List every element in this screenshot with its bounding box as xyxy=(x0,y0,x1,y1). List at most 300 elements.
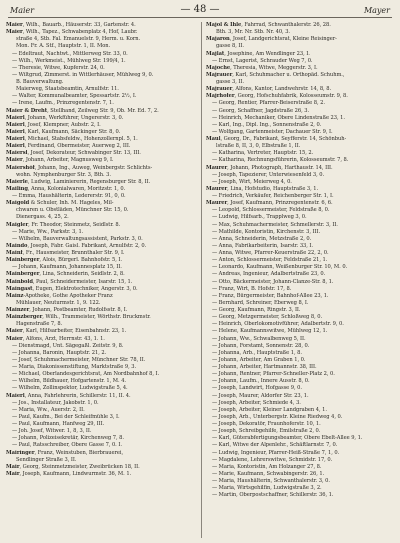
entry-details: — Wilhelm, Bildhauer, Hofgartenstr. 1, M. 4. xyxy=(12,378,126,385)
directory-entry xyxy=(6,442,196,449)
directory-entry xyxy=(206,407,396,414)
directory-entry xyxy=(6,328,196,335)
entry-details: , Johann, Arbeiter, Magnusweg 9, I. xyxy=(22,157,114,164)
directory-entry xyxy=(6,165,196,172)
entry-surname: Majrauer xyxy=(206,71,233,78)
entry-details: , Wilh., Bauarb., Häuserstr. 33, Gartenstr. 4. xyxy=(22,22,136,28)
entry-details: , Alfons, Arzt, Herrnstr. 43, 1. 1. xyxy=(22,335,105,342)
directory-entry xyxy=(6,108,196,115)
entry-details: , Karl, Kaufmann, Säckinger Str. 8, 0. xyxy=(24,128,121,135)
directory-entry xyxy=(206,22,396,29)
entry-details: — Ludwig, Hilfsarb., Trapplweg 3, 0. xyxy=(212,214,307,221)
directory-entry xyxy=(6,336,196,343)
directory-entry xyxy=(6,264,196,271)
entry-details: , Ferdinand, Obermeister, Auerweg 2, III. xyxy=(24,143,131,150)
directory-entry xyxy=(6,79,196,86)
directory-entry xyxy=(206,393,396,400)
entry-details: Hagenstraße 7, 8. xyxy=(16,321,63,328)
entry-surname: Majrhofer xyxy=(206,93,235,100)
directory-entry xyxy=(6,207,196,214)
directory-entry xyxy=(6,250,196,257)
directory-entry xyxy=(206,350,396,357)
left-column xyxy=(6,22,196,478)
entry-details: — Leonardo, Kaufmann, Weißenburger Str. 10, M. 0. xyxy=(212,264,348,271)
entry-surname: Maierl xyxy=(6,136,25,142)
entry-details: — Johann, Kaufmann, Johannesplatz 15, II. xyxy=(12,264,122,271)
entry-details: , Anna, Fahrlehrerin, Schillerstr. 11, II. 4. xyxy=(24,392,131,399)
directory-entry xyxy=(6,279,196,286)
entry-details: — Maria, Diakonissenstiftung, Marktstraße 9, 3. xyxy=(12,364,137,370)
entry-details: , Anna, Kolonialwaren, Moritzstr. 1, 0. xyxy=(27,185,126,192)
directory-entry xyxy=(206,457,396,464)
directory-entry xyxy=(206,65,396,72)
entry-surname: Maier xyxy=(6,328,23,335)
entry-details: — Johanna, Baronin, Hauptstr. 21, 2. xyxy=(12,349,107,356)
entry-details: — Ludwig, Ingenieur, Pfarrer-Heiß-Straße 7, 1, 0. xyxy=(212,449,340,456)
entry-details: , Franz, Weinstuben, Bierbrauerei, xyxy=(34,449,124,456)
entry-surname: Maurer xyxy=(206,185,228,192)
entry-details: , Wilh., Tapez., Schwabenplatz 4, Hof, Laubr. xyxy=(22,29,138,36)
directory-entry xyxy=(6,172,196,179)
directory-entry xyxy=(206,172,396,179)
entry-details: , Joseph, Fabr. Gaisl. Fabrikant, Arnulfstr. 2, 0. xyxy=(27,242,147,249)
directory-entry xyxy=(6,157,196,164)
entry-details: — Johann, Forstamt, Sonnenstr. 28, 0. xyxy=(212,342,310,349)
entry-surname: Mainbold xyxy=(6,278,33,285)
directory-entry xyxy=(206,207,396,214)
directory-entry xyxy=(6,314,196,321)
entry-details: — Georg, Schaffner, Jagdstraße 26, 3. xyxy=(212,107,310,114)
directory-entry xyxy=(206,300,396,307)
entry-surname: Maierl xyxy=(6,121,25,128)
entry-details: , Paul, Schneidermeister, Isarstr. 15, 1. xyxy=(32,278,133,285)
entry-details: Sendlinger Straße 3, II. xyxy=(16,456,77,463)
directory-entry xyxy=(6,29,196,36)
entry-details: , Lina, Hofstudio, Hauptstraße 3, 1. xyxy=(227,185,319,192)
directory-entry xyxy=(6,400,196,407)
entry-surname: Maiersl xyxy=(6,150,28,157)
directory-entry xyxy=(206,400,396,407)
entry-surname: Maier xyxy=(6,335,23,342)
entry-details: — Joseph, Arbeiter, Kleiner Landgraben 4, 1. xyxy=(212,406,327,413)
entry-details: — Joseph, Tapezierer, Unterwiesenfeld 3, 0. xyxy=(212,171,325,178)
entry-details: — Johanna, Arb., Hauptstraße 1, 8. xyxy=(212,349,302,356)
entry-details: — Anna, Schneiderin, Metzstraße 2, 0. xyxy=(212,235,312,242)
entry-details: , Josef, Kaufmann, Prinzregentenstr. 6, 6. xyxy=(227,200,333,207)
entry-surname: Maindo xyxy=(6,242,28,249)
directory-entry xyxy=(6,43,196,50)
entry-details: — Mathilde, Kontoristin, Kirchenstr. 3, III. xyxy=(212,228,321,235)
entry-details: -Apotheke, Gothe Apotheker Franz xyxy=(23,292,113,299)
entry-details: Dienergass. 4, 25, 2. xyxy=(16,214,69,221)
entry-surname: Maier xyxy=(6,22,23,28)
entry-details: , Johann, Ing., Auweg, Weinbergstr. Schlichts- xyxy=(34,164,153,171)
entry-details: gasse 8, II. xyxy=(216,43,244,50)
entry-details: — Georg, Rentier, Pfarrer-Beiserstraße 8, 2. xyxy=(212,100,325,107)
entry-details: , Ludwig, Laminiererin, Regensburger Str. 8, II. xyxy=(27,178,151,185)
directory-entry xyxy=(206,43,396,50)
directory-entry xyxy=(206,86,396,93)
directory-entry xyxy=(206,79,396,86)
entry-details: — Franz, Wirt, B. Hofstr. 17, 8. xyxy=(212,285,292,292)
entry-surname: Maul xyxy=(206,136,221,142)
directory-entry xyxy=(206,51,396,58)
directory-entry xyxy=(6,450,196,457)
entry-details: — Johann, Arbeiter, Hartmannstr. 38, III. xyxy=(212,364,317,370)
entry-surname: Majaron xyxy=(206,36,230,43)
directory-entry xyxy=(206,129,396,136)
entry-details: — Georg, Metzgermeister, Schloßweg 8, 0. xyxy=(212,314,323,321)
directory-entry xyxy=(6,385,196,392)
entry-details: , Alois, Bürgerl. Bahnhofstr. 5, I. xyxy=(39,257,122,264)
directory-entry xyxy=(206,143,396,150)
entry-surname: Maier xyxy=(6,157,23,164)
entry-surname: Maier xyxy=(6,29,23,36)
entry-details: , Georg, Steinmetzmeister, Zweibrücken 18, II. xyxy=(19,463,140,470)
directory-entry xyxy=(6,150,196,157)
directory-entry xyxy=(206,29,396,36)
entry-details: — Bernhard, Schreiner, Eberweg 8, I. xyxy=(212,299,309,306)
directory-entry xyxy=(6,129,196,136)
directory-entry xyxy=(206,122,396,129)
directory-entry xyxy=(206,115,396,122)
entry-details: Mon. Fr. A. Stf., Hauptstr. 1, II. Mon. xyxy=(16,43,111,50)
page-number: — 48 — xyxy=(180,4,220,15)
entry-details: — Johann, Polizeisekretär, Kirchenweg 7, 8. xyxy=(12,435,124,442)
entry-details: , Johann, Photograph, Harthaustr. 14, III. xyxy=(227,164,333,171)
entry-details: — Johann, Ww., Schwalbenweg 5, II. xyxy=(212,335,306,342)
entry-details: — Joh. Josef, Witwer. 1, 8, 3, II. xyxy=(12,428,92,435)
directory-entry xyxy=(6,257,196,264)
directory-entry xyxy=(6,286,196,293)
directory-entry xyxy=(6,364,196,371)
entry-details: straße 4, Stb. Fal. Emanuelstr. 9, Herm. u. Korn. xyxy=(16,36,141,43)
entry-details: , Alfons, Kantor, Landwehrstr. 14, 8, 8. xyxy=(232,86,332,93)
entry-details: — Joseph, Wirt, Meierweg 4, 0. xyxy=(212,178,292,185)
directory-entry xyxy=(206,250,396,257)
directory-entry xyxy=(206,321,396,328)
entry-details: , Fr., Hausmeister, Brunnthaler Str. 9, I. xyxy=(22,250,125,256)
directory-entry xyxy=(6,307,196,314)
directory-entry xyxy=(206,93,396,100)
directory-entry xyxy=(206,100,396,107)
entry-details: — Anna, Witwe, Pfarrer-Keuerstraße 22, 2, 0. xyxy=(212,250,329,256)
entry-details: — Joseph, Schreibgehilfe, Emilstraße 2, 0. xyxy=(212,428,321,435)
entry-surname: Maierl xyxy=(6,114,25,121)
entry-surname: Mainberger xyxy=(6,271,40,278)
directory-entry xyxy=(6,293,196,300)
entry-surname: Mainzer xyxy=(6,307,30,313)
directory-entry xyxy=(6,236,196,243)
directory-entry xyxy=(206,336,396,343)
entry-details: , Josephine, Am Wendlinger 23, I. xyxy=(224,50,310,57)
entry-surname: Maierl xyxy=(6,128,25,135)
directory-entry xyxy=(206,264,396,271)
entry-details: , Josef, Klempner, Aubstr. 2, I. xyxy=(24,121,101,128)
entry-details: — Johann, Rentner, Pfarrer-Schneller-Platz 2, 0. xyxy=(212,371,335,378)
entry-surname: Mainf xyxy=(6,250,23,256)
directory-entry xyxy=(6,200,196,207)
entry-details: lstraße 8, II, 3, 0, Elbstraße 1, II. xyxy=(216,143,301,150)
directory-entry xyxy=(206,236,396,243)
entry-details: , Johann, Werkführer, Ungererstr. 3, 0. xyxy=(24,114,124,121)
entry-details: — Marie, Ww., Parkstr. 3, 1. xyxy=(12,228,84,235)
directory-entry xyxy=(206,200,396,207)
entry-surname: Mairinger xyxy=(6,449,35,456)
entry-surname: Majlat xyxy=(206,50,225,57)
entry-details: — Karl, Ing., Dipl. Ing., Sonnenstraße 2, 0. xyxy=(212,121,322,128)
directory-entry xyxy=(206,371,396,378)
directory-entry xyxy=(206,428,396,435)
directory-entry xyxy=(6,222,196,229)
entry-details: — Maria, Haushälterin, Schwanthalerstr. 3, 0. xyxy=(212,478,330,484)
directory-entry xyxy=(206,328,396,335)
entry-surname: Maingast xyxy=(6,285,33,292)
directory-entry xyxy=(206,36,396,43)
directory-entry xyxy=(6,136,196,143)
directory-entry xyxy=(206,150,396,157)
directory-entry xyxy=(206,222,396,229)
directory-entry xyxy=(6,471,196,478)
entry-details: — Georg, Kaufmann, Ringstr. 3, II. xyxy=(212,307,301,313)
entry-details: , Karl, Hilfsarbeiter, Eisenbahnstr. 23, 1. xyxy=(22,328,127,335)
entry-details: — Wilhelm, Zollinspektor, Ludwigstraße 5, 4. xyxy=(12,385,128,392)
directory-entry xyxy=(206,271,396,278)
directory-entry xyxy=(6,193,196,200)
directory-entry xyxy=(6,343,196,350)
entry-surname: Maurer xyxy=(206,164,228,171)
page-header xyxy=(8,4,392,17)
directory-entry xyxy=(6,378,196,385)
entry-details: — Anton, Schlossermeister, Feldstraße 21, 1. xyxy=(212,257,328,264)
directory-entry xyxy=(206,257,396,264)
directory-entry xyxy=(206,179,396,186)
entry-details: , Stellhand, Zeilweg Str. 9, Ob. Mr. Ed. 7, 2. xyxy=(47,107,159,114)
entry-details: , Georg, Hofschuhfabrik, Kolosseumstr. 9, 8. xyxy=(234,93,348,100)
header-left-catchword: Maier xyxy=(10,6,35,15)
directory-entry xyxy=(6,435,196,442)
entry-details: B. Bauverwaltung. xyxy=(16,79,64,85)
directory-entry xyxy=(206,450,396,457)
directory-entry xyxy=(206,165,396,172)
entry-details: — Joseph, Landwirt, Hofgasse 9, 0. xyxy=(212,385,302,392)
entry-details: , Josef, Landgerichtsrat, Kleine Reisinger- xyxy=(229,36,337,43)
right-column xyxy=(206,22,396,499)
directory-entry xyxy=(6,428,196,435)
entry-surname: Mainzberger xyxy=(6,314,43,321)
entry-details: , Johann, Postbeamter, Rudolfsstr. 8, I. xyxy=(29,307,128,313)
directory-entry xyxy=(206,307,396,314)
directory-entry xyxy=(206,435,396,442)
entry-details: Bth. 3, Mr. Nr. Stb. Nr. 40, 3. xyxy=(216,29,291,36)
entry-details: — Paul, Kaufmann, Hanfweg 29, III. xyxy=(12,421,105,427)
entry-details: — Dienstmagd, Unt. Sägegaßl. Zeitstr. 9, 8. xyxy=(12,342,124,349)
header-right-catchword: Mayer xyxy=(363,6,390,15)
directory-entry xyxy=(6,321,196,328)
entry-surname: Mainberger xyxy=(6,257,40,264)
entry-surname: Maigold xyxy=(6,200,30,207)
entry-details: — Franz, Bürgermeister, Bahnhof-Allee 23, 1. xyxy=(212,292,329,299)
entry-details: , Karl, Schuhmacher u. Orthopäd. Schuhm., xyxy=(232,71,345,78)
directory-entry xyxy=(206,364,396,371)
entry-details: , Michael, Stabsfeldw., Hohenzollernpl. 5, 1. xyxy=(24,136,138,142)
directory-entry xyxy=(6,179,196,186)
entry-surname: Maurer xyxy=(206,200,228,207)
entry-details: — Theresie, Witwe, Kupferstr. 24, 0. xyxy=(12,64,105,71)
entry-details: — Wilhelm, Bauverwaltungsassistent, Parkstr. 3, 0. xyxy=(12,235,143,242)
directory-entry xyxy=(206,343,396,350)
directory-entry xyxy=(6,22,196,29)
directory-entry xyxy=(206,378,396,385)
directory-entry xyxy=(6,65,196,72)
entry-details: — Magdalene, Lehrerswitwe, Schmidstr. 17, 0. xyxy=(212,456,333,463)
entry-details: — Otto, Bäckermeister, Johann-Clanze-Str. 8, 1. xyxy=(212,278,334,285)
directory-entry xyxy=(206,471,396,478)
entry-details: — Joseph, Arbeiter, Schmiede 4, 3. xyxy=(212,399,301,406)
directory-entry xyxy=(206,286,396,293)
entry-details: — Maria, Ww., Auerstr. 2, II. xyxy=(12,406,85,413)
header-rule xyxy=(8,17,392,18)
directory-entry xyxy=(206,421,396,428)
entry-details: — Friedrich, Verkäufer, Reichenberger Str. 1, I. xyxy=(212,193,334,199)
entry-details: — Joseph, Dekoratör, Fraunhoferstr. 10, 1. xyxy=(212,421,321,427)
entry-details: — Marie, Kaufmann, Schwabingerstr. 26, 1. xyxy=(212,470,325,477)
directory-entry xyxy=(206,243,396,250)
directory-entry xyxy=(206,229,396,236)
entry-details: , Josef, Dekorateur, Schwabinger Str. 13, III. xyxy=(27,150,141,157)
directory-entry xyxy=(6,115,196,122)
directory-entry xyxy=(206,293,396,300)
directory-entry xyxy=(6,300,196,307)
directory-entry xyxy=(6,464,196,471)
entry-details: , Georg, Dr., Fabrikant, Seyfferstr. 14, Schönbuh- xyxy=(220,136,347,142)
entry-details: , Theresia, Witwe, Meggerstr. 3, I. xyxy=(230,64,318,71)
directory-entry xyxy=(6,229,196,236)
entry-details: — Maria, Wirtsgehilfin, Ludwigstraße 3, 2. xyxy=(212,485,322,492)
directory-entry xyxy=(6,407,196,414)
directory-entry xyxy=(206,485,396,492)
directory-entry xyxy=(6,357,196,364)
entry-details: — Leopold, Schlossermeister, Feldstraße 8, 0. xyxy=(212,207,330,214)
entry-details: — Emma, Haushälterin, Ledererstr. 91, 0, 0. xyxy=(12,193,126,199)
entry-details: & Schuler, Inh. M. Hageles, Mil- xyxy=(29,200,114,207)
entry-surname: Mair xyxy=(6,463,20,470)
entry-details: — Katharina, Rechnungsführerin, Kolosseumstr. 7, 8. xyxy=(212,157,349,164)
directory-entry xyxy=(206,136,396,143)
directory-entry xyxy=(206,193,396,200)
entry-surname: Maierl xyxy=(6,392,25,399)
entry-details: — Heinrich, Oberlokomotivführer, Adalbertstr. 9, 0. xyxy=(212,321,344,328)
directory-entry xyxy=(6,143,196,150)
entry-surname: Mair xyxy=(6,470,20,477)
directory-entry xyxy=(6,393,196,400)
entry-details: — Walter, Kommunalbeamter, Spessartstr. 2½, I. xyxy=(12,93,137,100)
entry-details: — Edeltraut, Nachtwt., Mittlerweg Str. 33, 0. xyxy=(12,50,128,57)
entry-surname: Majrauer xyxy=(206,86,233,93)
entry-details: chwaren u. Obstläden, Münchner Str. 15, 0. xyxy=(16,207,129,214)
directory-entry xyxy=(6,186,196,193)
entry-details: — Jos., Installateur, Jakobstr. 1, 0. xyxy=(12,399,99,406)
entry-details: — Andreas, Ingenieur, Adalbertstraße 23, 0. xyxy=(212,271,326,278)
directory-entry xyxy=(6,421,196,428)
directory-entry xyxy=(206,478,396,485)
directory-entry xyxy=(206,58,396,65)
entry-surname: Maierl xyxy=(6,143,25,150)
directory-entry xyxy=(6,58,196,65)
directory-entry xyxy=(6,93,196,100)
directory-entry xyxy=(6,214,196,221)
column-divider xyxy=(201,22,202,538)
entry-details: , Wilh., Trammeister, Wörthstr. Bruckmstr. xyxy=(42,314,151,321)
entry-details: — Heinrich, Mechaniker, Obere Lindenstraße 23, 1. xyxy=(212,114,345,121)
directory-entry xyxy=(6,86,196,93)
entry-details: — Helene, Kaufmannswitwe, Mühlweg 12, 1. xyxy=(212,328,328,335)
directory-entry xyxy=(6,350,196,357)
directory-entry xyxy=(206,442,396,449)
directory-entry xyxy=(206,214,396,221)
directory-entry xyxy=(206,108,396,115)
entry-details: — Paul, Ratsschreiber, Obere Gasse 7, 0. I. xyxy=(12,442,122,449)
directory-entry xyxy=(6,122,196,129)
entry-details: — Johann, Arbeiter, Am Graben 1, 0. xyxy=(212,356,306,363)
directory-entry xyxy=(206,414,396,421)
entry-surname: Mailing xyxy=(6,185,28,192)
directory-entry xyxy=(206,157,396,164)
entry-details: Mühlauer, Neuturmstr. 1, 9. 122. xyxy=(16,299,101,306)
directory-entry xyxy=(206,279,396,286)
entry-surname: Majoche xyxy=(206,64,231,71)
entry-details: — Karl, Güterabfertigungsbeamter, Obere Ebelt-Allee 9, 1. xyxy=(212,435,363,442)
entry-details: — Martin, Oberpostschaffner, Schillerstr. 36, 1. xyxy=(212,492,334,499)
entry-details: — Karl, Witwe der Alpenlehr., Schäftlarnstr. 7, 0. xyxy=(212,442,338,449)
entry-surname: Majol & Ihle xyxy=(206,22,242,28)
entry-details: , Lina, Schneiderin, Seidlstr. 2, 8. xyxy=(39,271,125,278)
entry-details: — Paul, Kaufm., Bei der Schleifmühle 3, I. xyxy=(12,413,120,420)
entry-details: , Fahrrad, Schwanthalerstr. 26, 28. xyxy=(241,22,331,28)
directory-entry xyxy=(6,100,196,107)
entry-details: Maierweg, Staatsbeamtin, Arnulfstr. 11. xyxy=(16,86,119,93)
directory-entry xyxy=(206,385,396,392)
entry-details: — Wolfgang, Gartenmeister, Dachauer Str. 9, I. xyxy=(212,128,333,135)
entry-details: — Katharina, Vertreter, Hauptstr. 15, 2. xyxy=(212,150,314,157)
directory-entry xyxy=(6,51,196,58)
entry-details: — Max, Schuhmachermeister, Schmellerstr. 3, II. xyxy=(212,221,338,228)
directory-entry xyxy=(206,357,396,364)
entry-details: — Joseph, Maurer, Aldorfer Str. 23, 1. xyxy=(212,392,309,399)
entry-details: — Wilh., Werkmeist., Mühlweg Str. 199/4, 1. xyxy=(12,57,126,64)
entry-details: — Josef, Schuhmachermeister, Münchner Str. 78, II. xyxy=(12,356,146,363)
entry-details: — Michael, Oberlandesgerichtsrat, Am Nordbahnhof 8, I. xyxy=(12,371,160,378)
directory-entry xyxy=(206,186,396,193)
directory-entry xyxy=(206,492,396,499)
entry-details: — Joseph, Arb., Unterbergstr. Kleine Riedweg 4, 0. xyxy=(212,413,343,420)
entry-surname: Maigler xyxy=(6,221,29,228)
entry-details: — Ernst, Lagerist, Schrauder Weg 7, 0. xyxy=(212,57,313,64)
directory-entry xyxy=(206,314,396,321)
directory-entry xyxy=(6,72,196,79)
entry-surname: Maierle xyxy=(6,178,28,185)
entry-details: , Eugen, Elektrotechniker, Angerstr. 3, 0. xyxy=(32,285,138,292)
entry-details: — Johann, Laufm., Innere Ausstr. 8, 0. xyxy=(212,378,310,385)
directory-entry xyxy=(6,36,196,43)
entry-surname: Maiershöf xyxy=(6,164,35,171)
entry-details: , Fr. Theodor, Steinmetz, Seidlstr. 8. xyxy=(28,221,121,228)
directory-entry xyxy=(206,464,396,471)
directory-entry xyxy=(6,371,196,378)
entry-details: — Irene, Laufm., Prinzregentenstr. 7, 1. xyxy=(12,100,114,107)
directory-entry xyxy=(6,414,196,421)
directory-entry xyxy=(6,243,196,250)
